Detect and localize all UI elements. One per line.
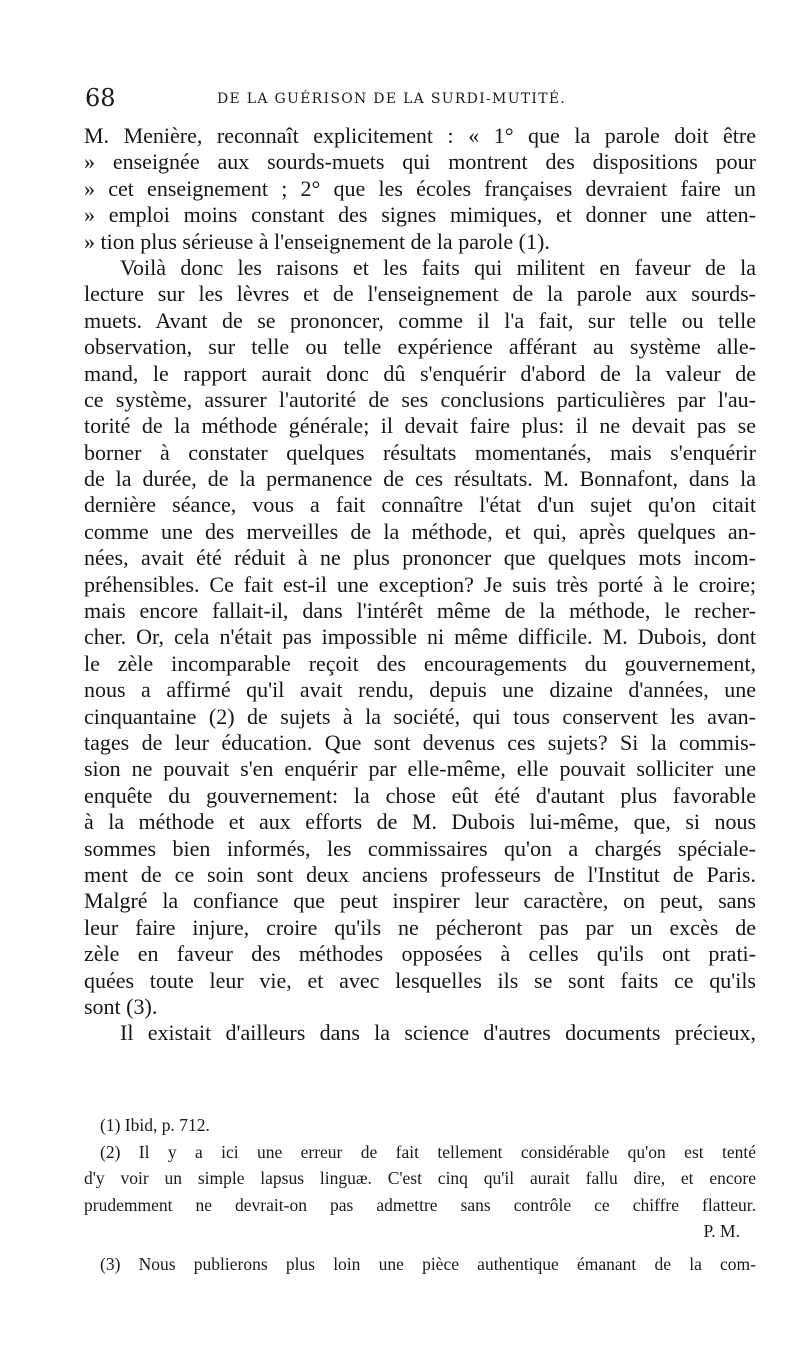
text-line: sion ne pouvait s'en enquérir par elle-même, elle pouvait solliciter une — [84, 756, 756, 782]
footnote-3: (3) Nous publierons plus loin une pièce authentique émanant de la com- — [100, 1253, 756, 1274]
text-line: tages de leur éducation. Que sont devenus ces sujets? Si la commis- — [84, 729, 756, 755]
text-line: ce système, assurer l'autorité de ses conclusions particulières par l'au- — [84, 386, 756, 412]
text-line: cher. Or, cela n'était pas impossible ni même difficile. M. Dubois, dont — [84, 624, 756, 650]
text-line: ment de ce soin sont deux anciens professeurs de l'Institut de Paris. — [84, 861, 756, 887]
text-line: quées toute leur vie, et avec lesquelles ils se sont faits ce qu'ils — [84, 967, 756, 993]
text-line: à la méthode et aux efforts de M. Dubois lui-même, que, si nous — [84, 809, 756, 835]
main-text — [84, 123, 756, 1047]
text-line: observation, sur telle ou telle expérience afférant au système alle- — [84, 334, 756, 360]
text-line: zèle en faveur des méthodes opposées à celles qu'ils ont prati- — [84, 941, 756, 967]
footnote-1: (1) Ibid, p. 712. — [100, 1115, 210, 1135]
text-line: de la durée, de la permanence de ces résultats. M. Bonnafont, dans la — [84, 466, 756, 492]
text-line: muets. Avant de se prononcer, comme il l'a fait, sur telle ou telle — [84, 307, 756, 333]
text-line: préhensibles. Ce fait est-il une exception? Je suis très porté à le croire; — [84, 571, 756, 597]
text-line: M. Menière, reconnaît explicitement : « 1° que la parole doit être — [84, 123, 756, 148]
text-line: lecture sur les lèvres et de l'enseignement de la parole aux sourds- — [84, 281, 756, 307]
text-line: » emploi moins constant des signes mimiques, et donner une atten- — [84, 202, 756, 228]
paragraph-start-line: Voilà donc les raisons et les faits qui militent en faveur de la — [120, 254, 756, 280]
text-line: mais encore fallait-il, dans l'intérêt même de la méthode, le recher- — [84, 598, 756, 624]
paragraph-start-line: Il existait d'ailleurs dans la science d'autres documents précieux, — [120, 1020, 756, 1046]
text-line: borner à constater quelques résultats momentanés, mais s'enquérir — [84, 439, 756, 465]
running-title: DE LA GUÉRISON DE LA SURDI-MUTITÉ. — [217, 91, 567, 107]
text-line: nous a affirmé qu'il avait rendu, depuis une dizaine d'années, une — [84, 677, 756, 703]
text-line: torité de la méthode générale; il devait faire plus: il ne devait pas se — [84, 413, 756, 439]
text-line: » tion plus sérieuse à l'enseignement de la parole (1). — [84, 228, 550, 254]
text-line: » enseignée aux sourds-muets qui montrent des dispositions pour — [84, 149, 756, 175]
text-line: sommes bien informés, les commissaires qu'on a chargés spéciale- — [84, 835, 756, 861]
text-line: mand, le rapport aurait donc dû s'enquérir d'abord de la valeur de — [84, 360, 756, 386]
footnote-2-line: prudemment ne devrait-on pas admettre sans contrôle ce chiffre flatteur. — [84, 1194, 756, 1215]
text-line: comme une des merveilles de la méthode, et qui, après quelques an- — [84, 518, 756, 544]
page-number: 68 — [85, 84, 116, 112]
footnote-2: (2) Il y a ici une erreur de fait tellement considérable qu'on est tenté — [100, 1141, 756, 1162]
text-line: nées, avait été réduit à ne plus prononcer que quelques mots incom- — [84, 545, 756, 571]
text-line: le zèle incomparable reçoit des encouragements du gouvernement, — [84, 650, 756, 676]
text-line: sont (3). — [84, 993, 158, 1019]
text-line: dernière séance, vous a fait connaître l'état d'un sujet qu'on citait — [84, 492, 756, 518]
footnote-2-line: d'y voir un simple lapsus linguæ. C'est cinq qu'il aurait fallu dire, et encore — [84, 1168, 756, 1189]
text-line: leur faire injure, croire qu'ils ne pécheront pas par un excès de — [84, 914, 756, 940]
footnotes — [84, 1112, 756, 1278]
page-header — [85, 86, 755, 110]
text-line: » cet enseignement ; 2° que les écoles françaises devraient faire un — [84, 175, 756, 201]
text-line: cinquantaine (2) de sujets à la société, qui tous conservent les avan- — [84, 703, 756, 729]
footnote-2-signature: P. M. — [703, 1221, 740, 1242]
text-line: enquête du gouvernement: la chose eût été d'autant plus favorable — [84, 782, 756, 808]
text-line: Malgré la confiance que peut inspirer leur caractère, on peut, sans — [84, 888, 756, 914]
